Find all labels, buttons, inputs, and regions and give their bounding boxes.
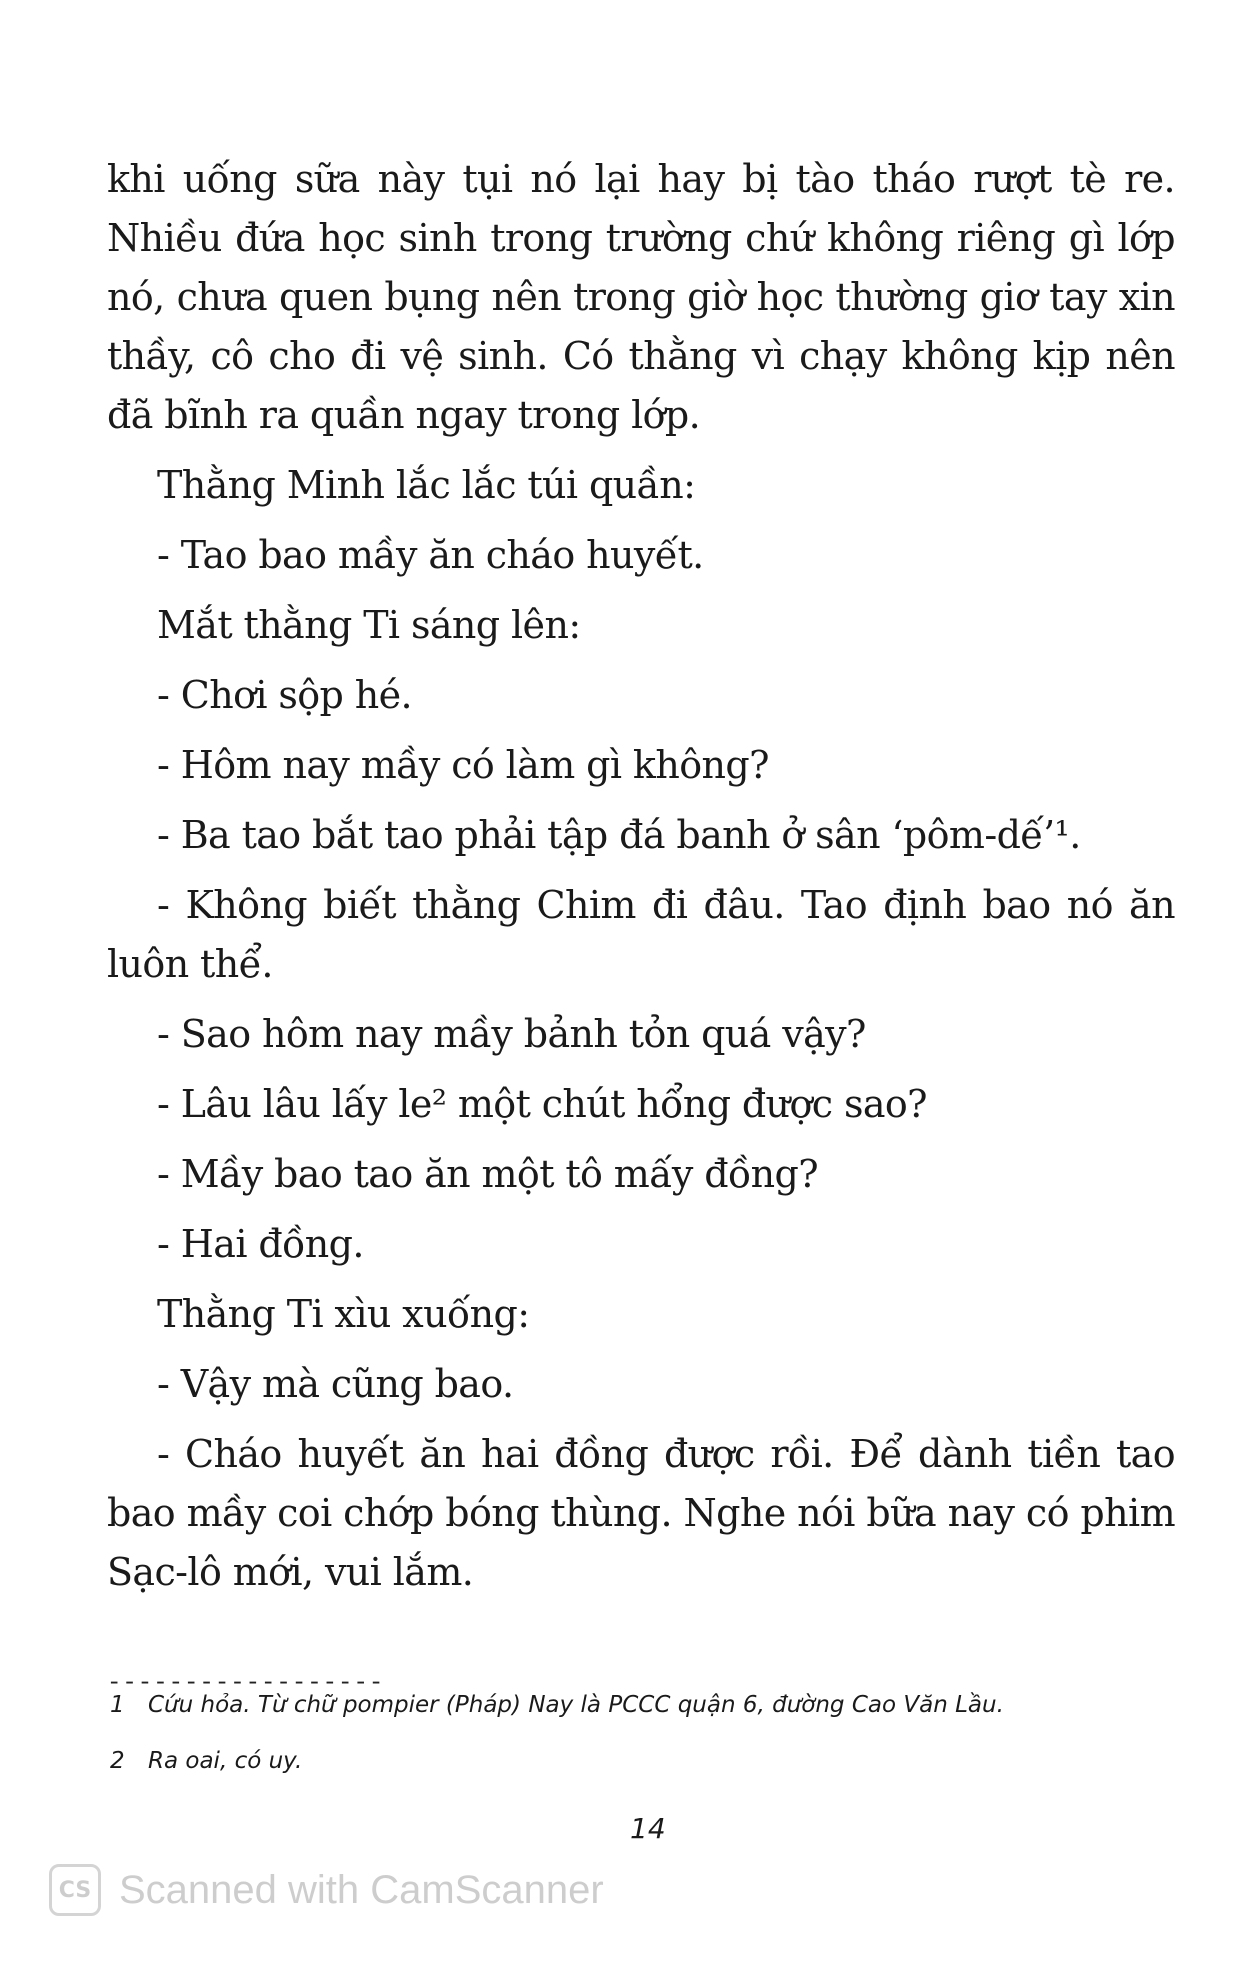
footnote-separator: ------------------	[107, 1670, 385, 1697]
footnotes	[110, 1692, 1170, 1804]
page-number: 14	[630, 1812, 666, 1845]
footnote-text: Ra oai, có uy.	[148, 1748, 303, 1774]
dialogue-line: - Chơi sộp hé.	[157, 673, 413, 717]
dialogue-line: - Hôm nay mầy có làm gì không?	[157, 743, 769, 787]
paragraph: Thằng Minh lắc lắc túi quần:	[157, 463, 696, 507]
paragraph: Thằng Ti xìu xuống:	[157, 1292, 530, 1336]
body-text	[107, 150, 1175, 1613]
footnote-2	[110, 1748, 1170, 1778]
dialogue-line: - Không biết thằng Chim đi đâu. Tao định bao nó ăn luôn thể.	[107, 883, 1175, 986]
dialogue-line: - Hai đồng.	[157, 1222, 364, 1266]
dialogue-line: - Ba tao bắt tao phải tập đá banh ở sân ‘pôm-dế’¹.	[157, 813, 1081, 857]
footnote-1	[110, 1692, 1170, 1722]
dialogue-line: - Sao hôm nay mầy bảnh tỏn quá vậy?	[157, 1012, 866, 1056]
dialogue-line: - Vậy mà cũng bao.	[157, 1362, 514, 1406]
dialogue-line: - Lâu lâu lấy le² một chút hổng được sao?	[157, 1082, 927, 1126]
paragraph-opening: khi uống sữa này tụi nó lại hay bị tào tháo rượt tè re. Nhiều đứa học sinh trong trường chứ không riêng gì lớp nó, chưa quen bụng nên trong giờ học thường giơ tay xin thầy, cô cho đi vệ sinh. Có thằng vì chạy không kịp nên đã bĩnh ra quần ngay trong lớp.	[107, 157, 1175, 437]
watermark-text: Scanned with CamScanner	[119, 1867, 604, 1912]
footnote-number: 1	[110, 1692, 125, 1718]
footnote-number: 2	[110, 1748, 125, 1774]
paragraph: Mắt thằng Ti sáng lên:	[157, 603, 581, 647]
dialogue-line: - Tao bao mầy ăn cháo huyết.	[157, 533, 704, 577]
footnote-text: Cứu hỏa. Từ chữ pompier (Pháp) Nay là PCCC quận 6, đường Cao Văn Lầu.	[148, 1692, 1004, 1718]
dialogue-line: - Cháo huyết ăn hai đồng được rồi. Để dành tiền tao bao mầy coi chớp bóng thùng. Nghe nói bữa nay có phim Sạc-lô mới, vui lắm.	[107, 1432, 1175, 1594]
camscanner-logo-icon: CS	[49, 1864, 101, 1916]
camscanner-watermark	[49, 1864, 604, 1916]
dialogue-line: - Mầy bao tao ăn một tô mấy đồng?	[157, 1152, 818, 1196]
